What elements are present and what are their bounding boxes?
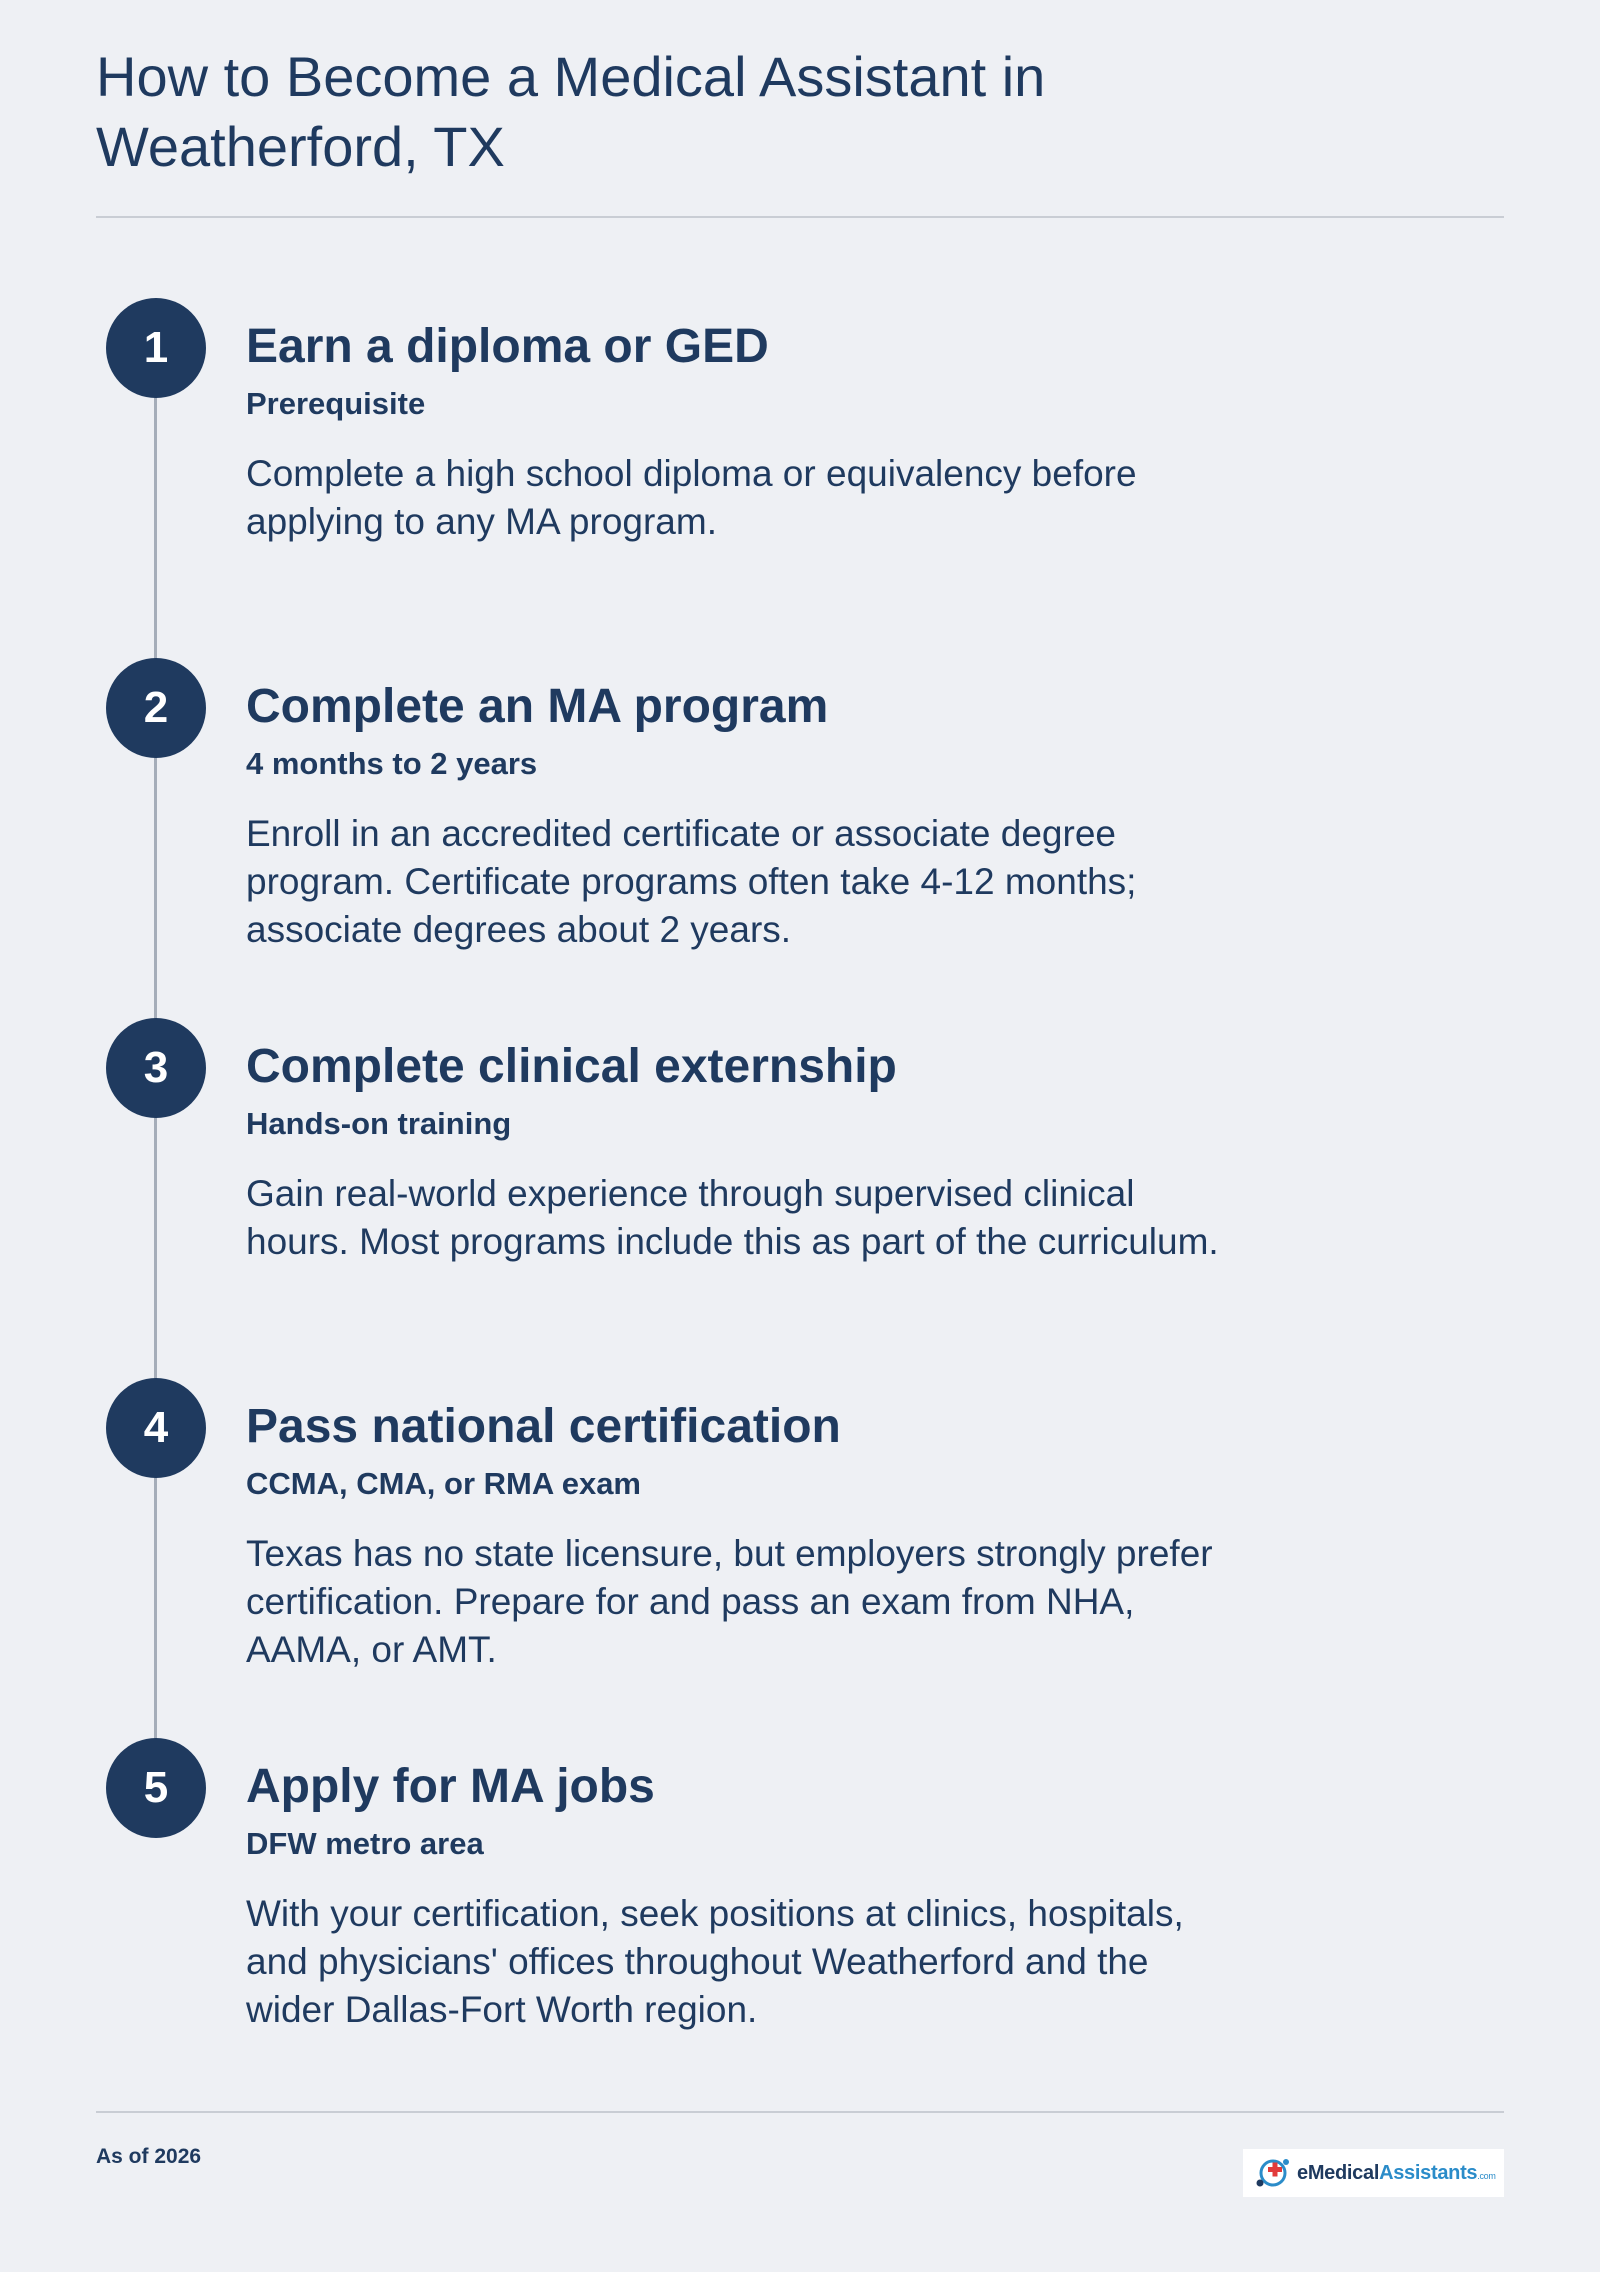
page-title: [96, 42, 1196, 182]
step-subtitle: Hands-on training: [246, 1106, 512, 1141]
footer-divider: [96, 2111, 1504, 2113]
step-subtitle: DFW metro area: [246, 1826, 484, 1861]
step-number-badge: 2: [106, 658, 206, 758]
step-subtitle: CCMA, CMA, or RMA exam: [246, 1466, 641, 1501]
step-number-badge: 3: [106, 1018, 206, 1118]
step-title: Complete clinical externship: [246, 1040, 897, 1093]
step-subtitle: 4 months to 2 years: [246, 746, 538, 781]
brand-logo[interactable]: [1243, 2149, 1504, 2197]
step-number-badge: 4: [106, 1378, 206, 1478]
logo-wordmark: eMedicalAssistants.com: [1297, 2161, 1496, 2184]
step-description: Complete a high school diploma or equivalency before applying to any MA program.: [246, 453, 1137, 542]
step-number-badge: 1: [106, 298, 206, 398]
step-title: Apply for MA jobs: [246, 1760, 655, 1813]
medical-cross-icon: [1253, 2156, 1293, 2190]
page-title-line-2: Weatherford, TX: [96, 115, 505, 178]
step-description: With your certification, seek positions at clinics, hospitals, and physicians' offices throughout Weatherford and the wider Dallas-Fort Worth region.: [246, 1893, 1184, 2030]
step-description: Enroll in an accredited certificate or associate degree program. Certificate programs often take 4-12 months; associate degrees about 2 years.: [246, 813, 1137, 950]
footer-date-note: As of 2026: [96, 2145, 202, 2168]
header-divider: [96, 216, 1504, 218]
step-description: Gain real-world experience through supervised clinical hours. Most programs include this as part of the curriculum.: [246, 1173, 1219, 1262]
step-number-badge: 5: [106, 1738, 206, 1838]
step-description: Texas has no state licensure, but employers strongly prefer certification. Prepare for and pass an exam from NHA, AAMA, or AMT.: [246, 1533, 1213, 1670]
step-subtitle: Prerequisite: [246, 386, 426, 421]
page-title-line-1: How to Become a Medical Assistant in: [96, 45, 1046, 108]
step-title: Earn a diploma or GED: [246, 320, 769, 373]
step-title: Pass national certification: [246, 1400, 841, 1453]
step-title: Complete an MA program: [246, 680, 829, 733]
